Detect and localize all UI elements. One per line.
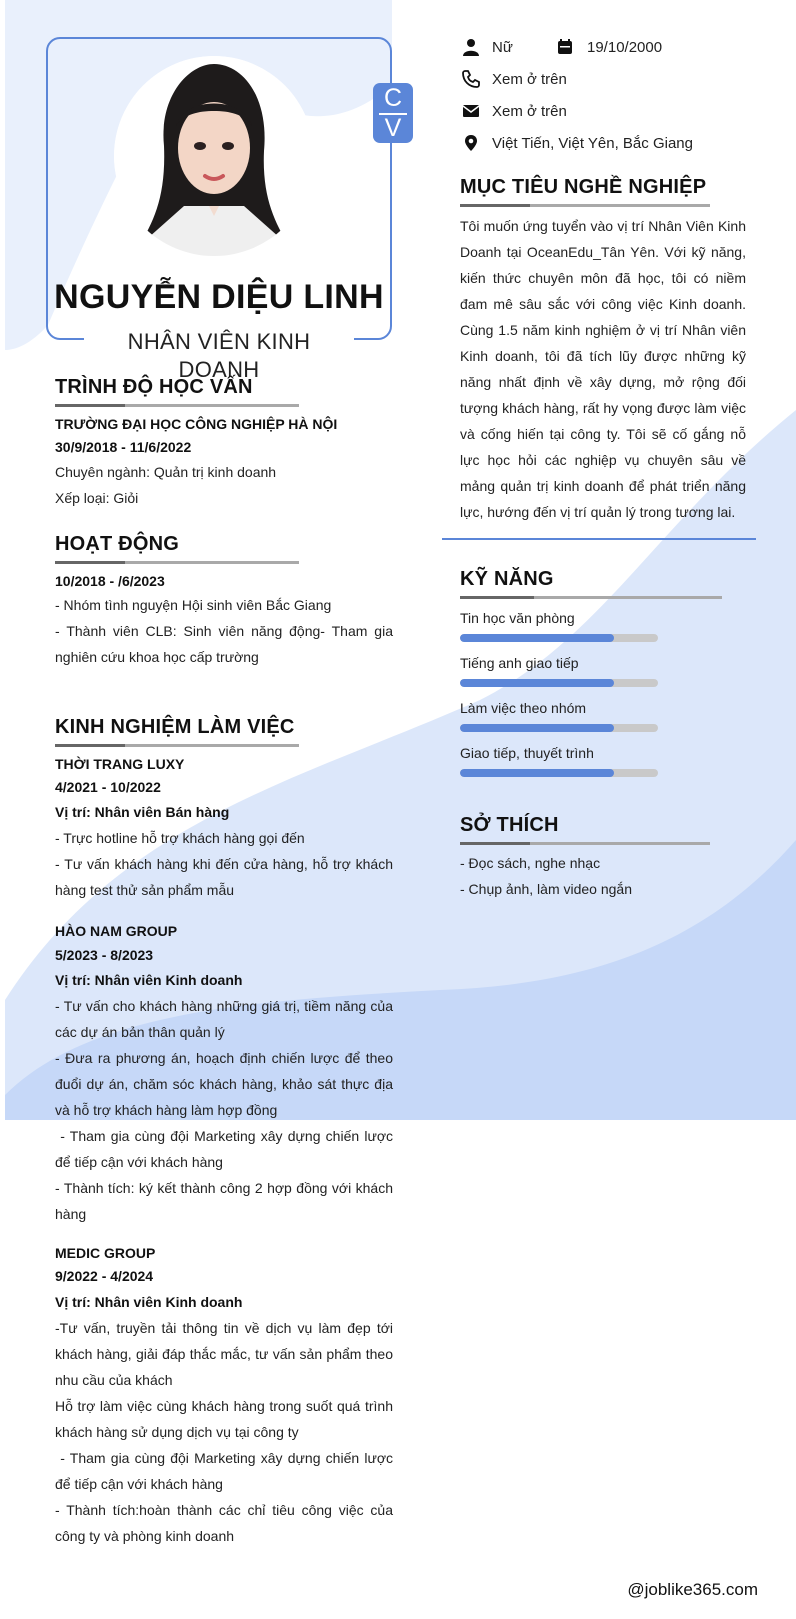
skill-bar xyxy=(460,769,658,777)
hobbies-underline xyxy=(460,842,710,845)
job-duty: -Tư vấn, truyền tải thông tin về dịch vụ làm đẹp tới khách hàng, giải đáp thắc mắc, tư vấn sản phẩm theo nhu cầu của khách xyxy=(55,1320,393,1388)
hobbies-title: SỞ THÍCH xyxy=(460,814,559,836)
person-icon xyxy=(462,38,480,56)
cv-badge-bottom: V xyxy=(384,114,402,142)
phone-value: Xem ở trên xyxy=(492,71,567,88)
skill-label: Giao tiếp, thuyết trình xyxy=(460,745,594,761)
email-value: Xem ở trên xyxy=(492,103,567,120)
activities-title: HOẠT ĐỘNG xyxy=(55,533,180,555)
section-divider xyxy=(442,538,756,540)
job-duty: - Thành tích: ký kết thành công 2 hợp đồng với khách hàng xyxy=(55,1180,393,1222)
education-title: TRÌNH ĐỘ HỌC VẤN xyxy=(55,376,253,398)
experience-title: KINH NGHIỆM LÀM VIỆC xyxy=(55,716,295,738)
email-icon xyxy=(462,102,480,120)
job-period: 4/2021 - 10/2022 xyxy=(55,779,161,795)
skill-bar-fill xyxy=(460,769,614,777)
candidate-role: NHÂN VIÊN KINH DOANH xyxy=(84,328,354,384)
job-duty: Hỗ trợ làm việc cùng khách hàng trong suốt quá trình khách hàng sử dụng dịch vụ tại công ty xyxy=(55,1398,393,1440)
skill-bar xyxy=(460,634,658,642)
footer-credit: @joblike365.com xyxy=(627,1580,758,1599)
skill-bar-fill xyxy=(460,724,614,732)
activity-item: - Thành viên CLB: Sinh viên năng động- Tham gia nghiên cứu khoa học cấp trường xyxy=(55,623,393,665)
objective-underline xyxy=(460,204,710,207)
cv-badge xyxy=(373,83,413,143)
job-duty: - Tư vấn cho khách hàng những giá trị, tiềm năng của các dự án bản thân quản lý xyxy=(55,998,393,1040)
phone-icon xyxy=(462,70,480,88)
job-duty: - Tư vấn khách hàng khi đến cửa hàng, hỗ trợ khách hàng test thử sản phẩm mẫu xyxy=(55,856,393,898)
skill-bar xyxy=(460,679,658,687)
hobby-item: - Đọc sách, nghe nhạc xyxy=(460,855,601,871)
profile-photo xyxy=(114,56,314,256)
location-pin-icon xyxy=(462,134,480,152)
education-period: 30/9/2018 - 11/6/2022 xyxy=(55,439,192,455)
skills-title: KỸ NĂNG xyxy=(460,568,554,590)
skill-label: Tin học văn phòng xyxy=(460,610,575,626)
job-position: Vị trí: Nhân viên Bán hàng xyxy=(55,804,230,820)
hobby-item: - Chụp ảnh, làm video ngắn xyxy=(460,881,632,897)
skill-bar xyxy=(460,724,658,732)
calendar-icon xyxy=(556,38,574,56)
job-duty: - Đưa ra phương án, hoạch định chiến lược để theo đuổi dự án, chăm sóc khách hàng, khảo sát thực địa và hỗ trợ khách hàng làm hợp đồng xyxy=(55,1050,393,1118)
skills-underline xyxy=(460,596,722,599)
job-company: MEDIC GROUP xyxy=(55,1245,156,1261)
job-duty: - Tham gia cùng đội Marketing xây dựng chiến lược để tiếp cận với khách hàng xyxy=(55,1450,397,1492)
job-duty: - Tham gia cùng đội Marketing xây dựng chiến lược để tiếp cận với khách hàng xyxy=(55,1128,397,1170)
skill-label: Làm việc theo nhóm xyxy=(460,700,587,716)
cv-badge-top: C xyxy=(383,84,403,112)
avatar-icon xyxy=(114,56,314,256)
education-grade: Xếp loại: Giỏi xyxy=(55,490,139,506)
activity-item: - Nhóm tình nguyện Hội sinh viên Bắc Giang xyxy=(55,597,332,613)
gender-value: Nữ xyxy=(492,39,513,56)
job-period: 5/2023 - 8/2023 xyxy=(55,947,154,963)
job-duty: - Thành tích:hoàn thành các chỉ tiêu công việc của công ty và phòng kinh doanh xyxy=(55,1502,393,1544)
education-major: Chuyên ngành: Quản trị kinh doanh xyxy=(55,464,277,480)
candidate-name: NGUYỄN DIỆU LINH xyxy=(54,278,384,316)
skill-bar-fill xyxy=(460,634,614,642)
objective-title: MỤC TIÊU NGHỀ NGHIỆP xyxy=(460,176,707,198)
activities-period: 10/2018 - /6/2023 xyxy=(55,573,165,589)
experience-underline xyxy=(55,744,299,747)
job-period: 9/2022 - 4/2024 xyxy=(55,1268,154,1284)
education-school: TRƯỜNG ĐẠI HỌC CÔNG NGHIỆP HÀ NỘI xyxy=(55,416,338,432)
dob-value: 19/10/2000 xyxy=(587,39,663,56)
activities-underline xyxy=(55,561,299,564)
job-company: HÀO NAM GROUP xyxy=(55,923,178,939)
education-underline xyxy=(55,404,299,407)
objective-text: Tôi muốn ứng tuyển vào vị trí Nhân Viên Kinh Doanh tại OceanEdu_Tân Yên. Với kỹ năng, kiến thức chuyên môn đã học, tôi có niềm đam mê sâu sắc với công việc Kinh doanh. Cùng 1.5 năm kinh nghiệm ở vị trí Nhân viên Kinh doanh, tôi đã tích lũy được những kỹ năng nhất định về xây dựng, mở rộng đối tượng khách hàng, rất hy vọng được làm việc và cống hiến tại công ty. Tôi sẽ cố gắng nỗ lực học hỏi các nghiệp vụ chuyên sâu về mảng quản trị kinh doanh để phát triển năng lực, hướng đến vị trí quản lý trong tương lai. xyxy=(460,218,746,520)
job-position: Vị trí: Nhân viên Kinh doanh xyxy=(55,1294,243,1310)
job-position: Vị trí: Nhân viên Kinh doanh xyxy=(55,972,243,988)
job-duty: - Trực hotline hỗ trợ khách hàng gọi đến xyxy=(55,830,305,846)
address-value: Việt Tiến, Việt Yên, Bắc Giang xyxy=(492,135,693,152)
job-company: THỜI TRANG LUXY xyxy=(55,756,185,772)
skill-label: Tiếng anh giao tiếp xyxy=(460,655,579,671)
skill-bar-fill xyxy=(460,679,614,687)
